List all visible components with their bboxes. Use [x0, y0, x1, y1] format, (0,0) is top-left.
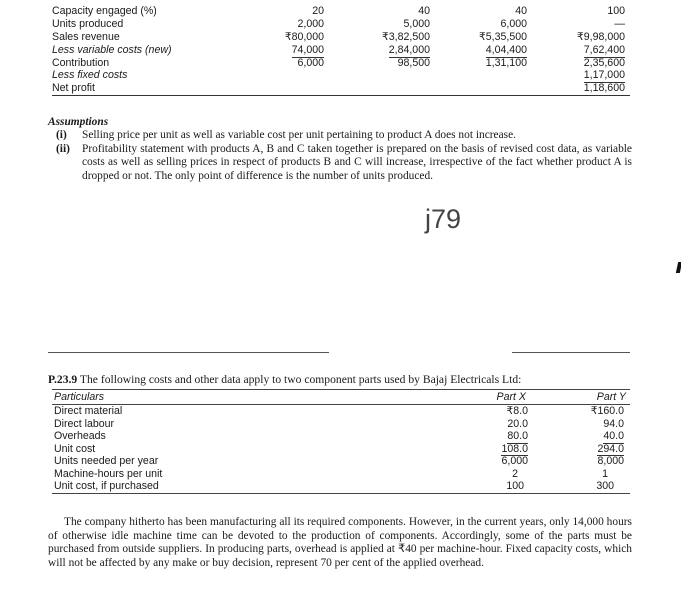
table-row	[52, 5, 630, 18]
assumption-item	[48, 143, 632, 183]
row-label: Direct labour	[54, 417, 115, 430]
row-label: Overheads	[54, 430, 106, 442]
table-row	[52, 82, 630, 96]
table-row	[52, 405, 630, 418]
table-row	[52, 455, 630, 468]
assumption-text: Profitability statement with products A, B and C taken together is prepared on the basis of revised cost data, as variable costs as well as selling prices in respect of products B and C will increase, irrespective of the fact whether product A is dropped or not. The only point of difference is the number of units produced.	[82, 142, 632, 182]
problem-number: P.23.9	[48, 373, 78, 386]
cell-part-y: ₹160.0	[590, 405, 624, 417]
cell-part-x: 2	[512, 467, 518, 480]
cell: 6,000	[297, 56, 324, 69]
row-label: Contribution	[52, 56, 110, 69]
header-part-x: Part X	[496, 391, 526, 403]
cell: 20	[312, 5, 324, 17]
table-header	[52, 390, 630, 405]
cell-part-y: 300	[596, 480, 614, 492]
assumption-item	[48, 129, 632, 142]
assumptions-section	[48, 116, 632, 183]
problem-title	[48, 373, 521, 386]
cell: 4,04,400	[485, 43, 527, 56]
table-row	[52, 44, 630, 57]
table-row	[52, 18, 630, 31]
cell: 1,17,000	[583, 69, 625, 82]
divider-rule	[48, 352, 329, 353]
cell-part-x: 108.0	[501, 442, 528, 455]
cell: 100	[607, 5, 625, 17]
row-label: Net profit	[52, 82, 95, 95]
table-row	[52, 418, 630, 431]
cell-part-y: 1	[602, 467, 608, 480]
row-label: Less variable costs (new)	[52, 43, 172, 56]
cell: 2,000	[297, 17, 324, 30]
row-label: Less fixed costs	[52, 69, 128, 82]
cell: 7,62,400	[583, 43, 625, 56]
row-label: Direct material	[54, 405, 123, 417]
cell: 1,18,600	[583, 82, 625, 95]
header-particulars: Particulars	[54, 391, 105, 403]
cell: 98,500	[397, 56, 430, 69]
cell: 2,35,600	[583, 56, 625, 69]
table-row	[52, 468, 630, 481]
row-label: Unit cost	[54, 442, 96, 455]
assumptions-heading: Assumptions	[48, 116, 109, 128]
table-row	[52, 430, 630, 443]
table-row	[52, 443, 630, 456]
assumption-number: (i)	[56, 129, 67, 142]
cell: 40	[515, 5, 527, 17]
table-row	[52, 31, 630, 44]
cell: —	[614, 17, 625, 30]
table-row	[52, 69, 630, 82]
row-label: Capacity engaged (%)	[52, 5, 157, 17]
cell: 1,31,100	[485, 56, 527, 69]
cell: ₹9,98,000	[577, 30, 625, 43]
cell-part-x: 100	[506, 480, 524, 492]
cell-part-x: 80.0	[507, 430, 528, 442]
assumption-text: Selling price per unit as well as variable cost per unit pertaining to product A does not increase.	[82, 129, 516, 142]
cell-part-x: 20.0	[507, 417, 528, 430]
cell-part-y: 40.0	[603, 430, 624, 442]
table-row	[52, 57, 630, 70]
cell-part-y: 94.0	[603, 417, 624, 430]
row-label: Unit cost, if purchased	[54, 480, 159, 492]
cell-part-x: ₹8.0	[506, 405, 528, 417]
row-label: Sales revenue	[52, 30, 120, 43]
cell-part-y: 8,000	[597, 455, 624, 467]
header-part-y: Part Y	[596, 391, 626, 403]
cell: 2,84,000	[388, 43, 430, 56]
cell: 40	[418, 5, 430, 17]
row-label: Units produced	[52, 17, 124, 30]
problem-text: The following costs and other data apply to two component parts used by Bajaj Electricals Ltd:	[79, 373, 522, 386]
cell-part-y: 294.0	[597, 442, 624, 455]
profitability-table	[52, 5, 630, 96]
component-cost-table	[52, 389, 630, 494]
cell: 5,000	[403, 17, 430, 30]
cell: ₹80,000	[284, 30, 324, 43]
cell: 6,000	[500, 17, 527, 30]
row-label: Units needed per year	[54, 455, 159, 467]
cell: 74,000	[291, 43, 324, 56]
cell: ₹3,82,500	[382, 30, 430, 43]
row-label: Machine-hours per unit	[54, 467, 163, 480]
divider-rule	[512, 352, 630, 353]
table-row	[52, 480, 630, 494]
body-paragraph: The company hitherto has been manufacturing all its required components. However, in the current years, only 14,000 hours of otherwise idle machine time can be devoted to the production of components. Accordingly, some of the parts must be purchased from outside suppliers. In producing parts, overhead is applied at ₹40 per machine-hour. Fixed capacity costs, which will not be affected by any make or buy decision, represent 70 per cent of the applied overhead.	[48, 516, 632, 569]
cell: ₹5,35,500	[479, 30, 527, 43]
cell-part-x: 6,000	[501, 455, 528, 467]
assumption-number: (ii)	[56, 142, 70, 155]
edge-mark	[676, 262, 681, 273]
page-number: j79	[425, 204, 462, 234]
